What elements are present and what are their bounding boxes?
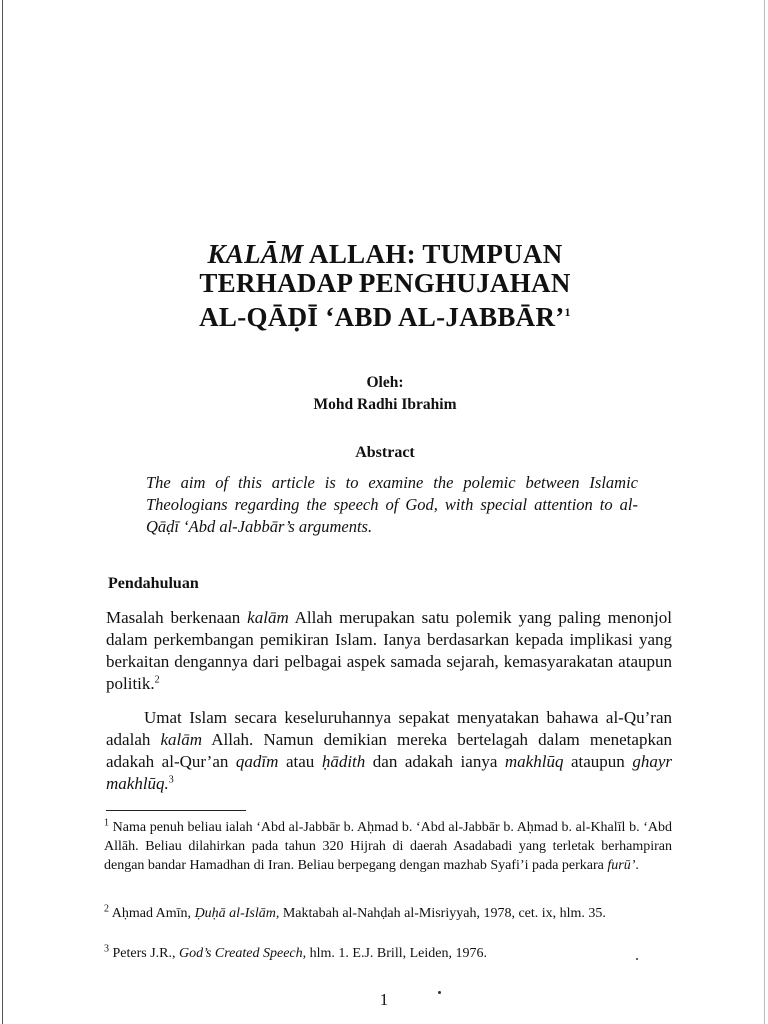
- page-number: 1: [379, 990, 389, 1009]
- footnote-2: [104, 904, 672, 923]
- footnote-1-mark: 1: [104, 817, 109, 829]
- scan-speck: [636, 958, 638, 960]
- footnote-2-text-a: Aḥmad Amīn,: [109, 906, 195, 921]
- p2-italic-ghayr-makhluq: ghayr makhlūq.: [106, 752, 673, 793]
- title-line-1-rest: ALLAH: TUMPUAN: [303, 239, 563, 269]
- p2-italic-hadith: ḥādith: [321, 752, 366, 771]
- footnote-3-text-a: Peters J.R.,: [109, 946, 179, 961]
- footnote-1-end: .: [635, 858, 639, 873]
- p1-text-c: Allah merupakan satu polemik yang paling menonjol dalam perkembangan pemikiran Islam. Ianya berdasarkan kepada implikasi yang berkaitan dengannya dari pelbagai aspek samada sejarah, kemasyarakatan ataupun politik.: [106, 608, 672, 693]
- footnote-2-text-c: Maktabah al-Nahḍah al-Misriyyah, 1978, cet. ix, hlm. 35.: [279, 906, 606, 921]
- footnote-1-text: Nama penuh beliau ialah ‘Abd al-Jabbār b. Aḥmad b. ‘Abd al-Jabbār b. Aḥmad b. al-Khalīl b. ‘Abd Allāh. Beliau dilahirkan pada tahun 320 Hijrah di daerah Asadabadi yang terletak berhampiran dengan bandar Hamadhan di Iran. Beliau berpegang dengan mazhab Syafi’i pada perkara: [104, 820, 672, 873]
- title-line-3: [150, 298, 620, 332]
- article-title: [150, 240, 620, 332]
- p2-text-c: Allah. Namun demikian mereka bertelagah dalam menetapkan adakah al-Qur’an: [106, 730, 672, 771]
- byline-label: Oleh:: [366, 374, 404, 391]
- page-edge-right: [764, 0, 765, 1024]
- p2-text-a: Umat Islam secara keseluruhannya sepakat menyatakan bahawa al-Qu’ran adalah: [106, 708, 672, 749]
- footnote-2-mark: 2: [104, 903, 109, 915]
- footnote-2-italic: Ḍuḥā al-Islām,: [194, 906, 280, 921]
- footnote-1: [104, 818, 672, 875]
- p2-italic-kalam: kalām: [160, 730, 203, 749]
- title-footnote-mark: 1: [564, 305, 571, 319]
- title-line-2: TERHADAP PENGHUJAHAN: [199, 268, 571, 298]
- p1-italic-kalam: kalām: [247, 608, 289, 627]
- section-heading: Pendahuluan: [108, 575, 199, 592]
- footnote-3: [104, 944, 672, 963]
- paragraph-2: [106, 707, 672, 795]
- footnote-3-mark: 3: [104, 943, 109, 955]
- p2-text-g: dan adakah ianya: [365, 752, 505, 771]
- footnote-divider: [106, 810, 246, 811]
- author-name: Mohd Radhi Ibrahim: [313, 396, 457, 413]
- p2-italic-qadim: qadīm: [235, 752, 279, 771]
- scan-speck: [438, 991, 441, 994]
- p1-footnote-mark: 2: [154, 674, 160, 686]
- p2-text-e: atau: [278, 752, 322, 771]
- footnote-3-text-c: hlm. 1. E.J. Brill, Leiden, 1976.: [306, 946, 487, 961]
- byline: [200, 372, 570, 416]
- p2-text-i: ataupun: [563, 752, 633, 771]
- abstract-heading: Abstract: [355, 444, 415, 461]
- paragraph-1: [106, 607, 672, 695]
- p2-footnote-mark: 3: [168, 774, 174, 786]
- p2-italic-makhluq: makhlūq: [504, 752, 564, 771]
- footnote-3-italic: God’s Created Speech,: [179, 946, 307, 961]
- p1-text-a: Masalah berkenaan: [106, 608, 248, 627]
- title-line-3-text: AL-QĀḌĪ ‘ABD AL-JABBĀR’: [199, 302, 565, 332]
- title-italic-word: KALĀM: [207, 239, 304, 269]
- page-edge-left: [2, 0, 3, 1024]
- footnote-1-italic: furū’: [607, 858, 636, 873]
- abstract-text: The aim of this article is to examine the polemic between Islamic Theologians regarding the speech of God, with special attention to al-Qāḍī ‘Abd al-Jabbār’s arguments.: [146, 473, 638, 536]
- title-line-1: [150, 240, 620, 269]
